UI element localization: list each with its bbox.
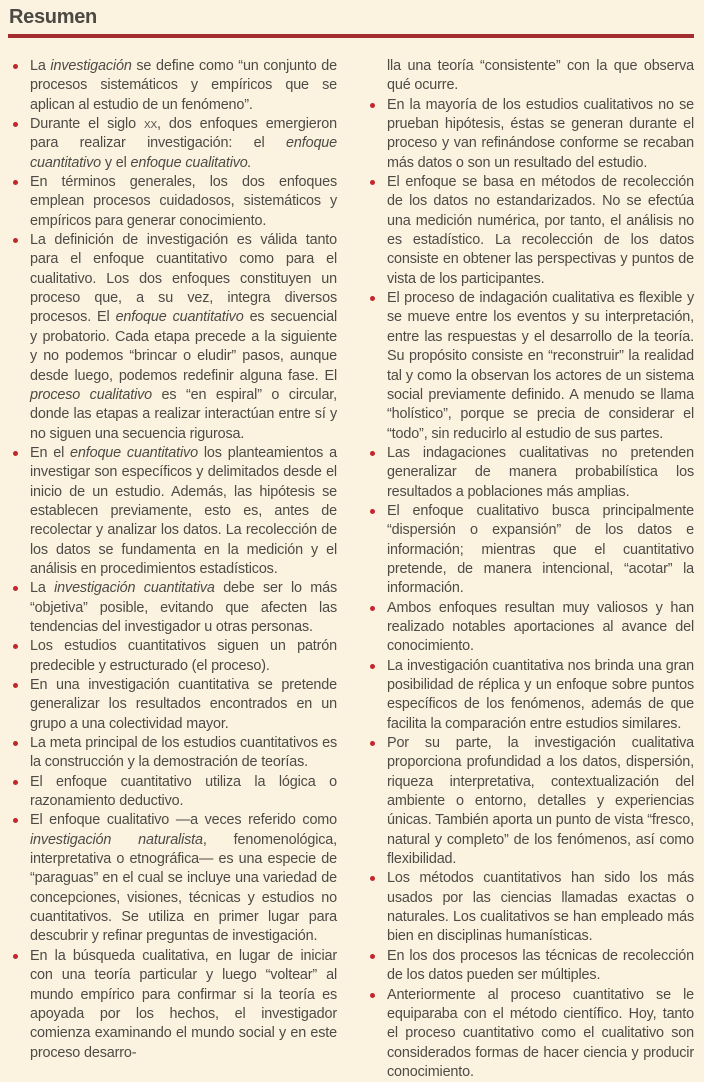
bullet-item	[8, 173, 337, 231]
text-segment: Las indagaciones cualitativas no pretenden generalizar de manera probabilística los resultados a poblaciones más amplias.	[387, 445, 694, 500]
text-segment: El proceso de indagación cualitativa es flexible y se mueve entre los eventos y su interpretación, entre las respuestas y el desarrollo de la teoría. Su propósito consiste en “reconstruir” la realidad tal y como la observan los actores de un sistema social previamente definido. A menudo se llama “holístico”, porque se precia de considerar el “todo”, sin reducirlo al estudio de sus partes.	[387, 290, 694, 441]
text-segment: En términos generales, los dos enfoques emplean procesos cuidadosos, sistemáticos y empíricos para generar conocimiento.	[30, 174, 337, 229]
bullet-item	[365, 173, 694, 289]
bullet-dot-icon	[13, 780, 18, 785]
text-segment: La definición de investigación es válida tanto para el enfoque cuantitativo como para el cualitativo. Los dos enfoques constituyen un proceso que, a su vez, integra diversos procesos. El	[30, 232, 337, 325]
bullet-item	[8, 579, 337, 637]
text-segment: investigación	[50, 58, 131, 74]
text-segment: investigación naturalista	[30, 832, 203, 848]
bullet-dot-icon	[13, 122, 18, 127]
bullet-dot-icon	[370, 954, 375, 959]
text-segment: Por su parte, la investigación cualitativa proporciona profundidad a los datos, dispersión, riqueza interpretativa, contextualización del ambiente o entorno, detalles y experiencias únicas. También aporta un punto de vista “fresco, natural y completo” de los fenómenos, así como flexibilidad.	[387, 735, 694, 867]
text-segment: El enfoque cuantitativo utiliza la lógica o razonamiento deductivo.	[30, 774, 337, 809]
bullet-dot-icon	[370, 993, 375, 998]
text-segment: enfoque cualitativo.	[131, 155, 252, 171]
bullet-dot-icon	[13, 180, 18, 185]
bullet-item	[8, 773, 337, 812]
text-segment: proceso cualitativo	[30, 387, 152, 403]
bullet-item	[365, 986, 694, 1082]
text-segment: La	[30, 58, 50, 74]
bullet-dot-icon	[370, 451, 375, 456]
bullet-dot-icon	[370, 664, 375, 669]
bullet-item	[365, 657, 694, 734]
bullet-dot-icon	[13, 451, 18, 456]
text-segment: Durante el siglo	[30, 116, 144, 132]
bullet-item	[8, 231, 337, 444]
bullet-item	[8, 947, 337, 1063]
text-segment: debe ser lo más “objetiva” posible, evitando que afecten las tendencias del investigador u otras personas.	[30, 580, 337, 635]
page-title: Resumen	[8, 6, 694, 29]
text-segment: , dos enfoques emergieron para realizar investigación: el	[30, 116, 337, 151]
two-column-body	[8, 57, 694, 1082]
bullet-item	[8, 734, 337, 773]
text-segment: lla una teoría “consistente” con la que observa qué ocurre.	[387, 58, 694, 93]
bullet-item	[365, 444, 694, 502]
text-segment: Anteriormente al proceso cuantitativo se le equiparaba con el método científico. Hoy, tanto el proceso cuantitativo como el cualitativo son considerados formas de hacer ciencia y producir conocimiento.	[387, 987, 694, 1080]
bullet-dot-icon	[13, 586, 18, 591]
bullet-item	[365, 96, 694, 173]
bullet-dot-icon	[370, 180, 375, 185]
text-segment: La meta principal de los estudios cuantitativos es la construcción y la demostración de teorías.	[30, 735, 337, 770]
bullet-dot-icon	[370, 606, 375, 611]
text-segment: En la mayoría de los estudios cualitativos no se prueban hipótesis, éstas se generan durante el proceso y van refinándose conforme se recaban más datos o son un resultado del estudio.	[387, 97, 694, 171]
bullet-dot-icon	[13, 644, 18, 649]
bullet-dot-icon	[13, 954, 18, 959]
right-column	[365, 57, 694, 1082]
text-segment: es secuencial y probatorio. Cada etapa precede a la siguiente y no podemos “brincar o eludir” pasos, aunque desde luego, podemos redefinir alguna fase. El	[30, 309, 337, 383]
text-segment: En la búsqueda cualitativa, en lugar de iniciar con una teoría particular y luego “voltear” al mundo empírico para confirmar si la teoría es apoyada por los hechos, el investigador comienza examinando el mundo social y en este proceso desarro-	[30, 948, 337, 1061]
text-segment: es “en espiral” o circular, donde las etapas a realizar interactúan entre sí y no siguen una secuencia rigurosa.	[30, 387, 337, 442]
continuation-paragraph	[365, 57, 694, 96]
bullet-dot-icon	[370, 103, 375, 108]
text-segment: En el	[30, 445, 70, 461]
text-segment: enfoque cuantitativo	[70, 445, 198, 461]
bullet-dot-icon	[13, 683, 18, 688]
bullet-dot-icon	[13, 818, 18, 823]
bullet-dot-icon	[370, 876, 375, 881]
text-segment: Los estudios cuantitativos siguen un patrón predecible y estructurado (el proceso).	[30, 638, 337, 673]
text-segment: y el	[101, 155, 131, 171]
bullet-dot-icon	[13, 64, 18, 69]
bullet-item	[8, 115, 337, 173]
bullet-dot-icon	[13, 238, 18, 243]
text-segment: El enfoque cualitativo busca principalmente “dispersión o expansión” de los datos e información; mientras que el cuantitativo pretende, de manera intencional, “acotar” la información.	[387, 503, 694, 596]
text-segment: enfoque cuantitativo	[30, 135, 337, 170]
text-segment: Ambos enfoques resultan muy valiosos y han realizado notables aportaciones al avance del conocimiento.	[387, 600, 694, 655]
bullet-dot-icon	[370, 296, 375, 301]
bullet-item	[8, 57, 337, 115]
left-bullet-list	[8, 57, 337, 1063]
bullet-item	[365, 502, 694, 599]
text-segment: La	[30, 580, 54, 596]
text-segment: El enfoque se basa en métodos de recolección de los datos no estandarizados. No se efectúa una medición numérica, por tanto, el análisis no es estadístico. La recolección de los datos consiste en obtener las perspectivas y puntos de vista de los participantes.	[387, 174, 694, 287]
text-segment: enfoque cuantitativo	[116, 309, 244, 325]
bullet-item	[365, 947, 694, 986]
text-segment: se define como “un conjunto de procesos sistemáticos y empíricos que se aplican al estudio de un fenómeno”.	[30, 58, 337, 113]
text-segment: Los métodos cuantitativos han sido los más usados por las ciencias llamadas exactas o naturales. Los cualitativos se han empleado más bien en disciplinas humanísticas.	[387, 870, 694, 944]
right-bullet-list	[365, 96, 694, 1082]
text-segment: , fenomenológica, interpretativa o etnográfica— es una especie de “paraguas” en el cual se incluye una variedad de concepciones, visiones, técnicas y estudios no cuantitativos. Se utiliza en primer lugar para descubrir y refinar preguntas de investigación.	[30, 832, 337, 945]
bullet-item	[365, 869, 694, 946]
text-segment: xx	[144, 116, 157, 132]
bullet-dot-icon	[370, 741, 375, 746]
bullet-item	[8, 444, 337, 579]
bullet-dot-icon	[370, 509, 375, 514]
text-segment: En una investigación cuantitativa se pretende generalizar los resultados encontrados en un grupo a una colectividad mayor.	[30, 677, 337, 732]
bullet-item	[8, 811, 337, 946]
text-segment: investigación cuantitativa	[54, 580, 215, 596]
bullet-item	[8, 676, 337, 734]
bullet-item	[365, 289, 694, 444]
continuation-text	[365, 57, 694, 96]
text-segment: La investigación cuantitativa nos brinda una gran posibilidad de réplica y un enfoque sobre puntos específicos de los fenómenos, además de que facilita la comparación entre estudios similares.	[387, 658, 694, 732]
title-rule-divider	[8, 34, 694, 38]
bullet-item	[8, 637, 337, 676]
text-segment: los planteamientos a investigar son específicos y delimitados desde el inicio de un estudio. Además, las hipótesis se establecen previamente, esto es, antes de recolectar y analizar los datos. La recolección de los datos se fundamenta en la medición y el análisis en procedimientos estadísticos.	[30, 445, 337, 577]
bullet-item	[365, 734, 694, 869]
bullet-item	[365, 599, 694, 657]
bullet-dot-icon	[13, 741, 18, 746]
text-segment: El enfoque cualitativo —a veces referido como	[30, 812, 337, 828]
text-segment: En los dos procesos las técnicas de recolección de los datos pueden ser múltiples.	[387, 948, 694, 983]
left-column	[8, 57, 337, 1082]
